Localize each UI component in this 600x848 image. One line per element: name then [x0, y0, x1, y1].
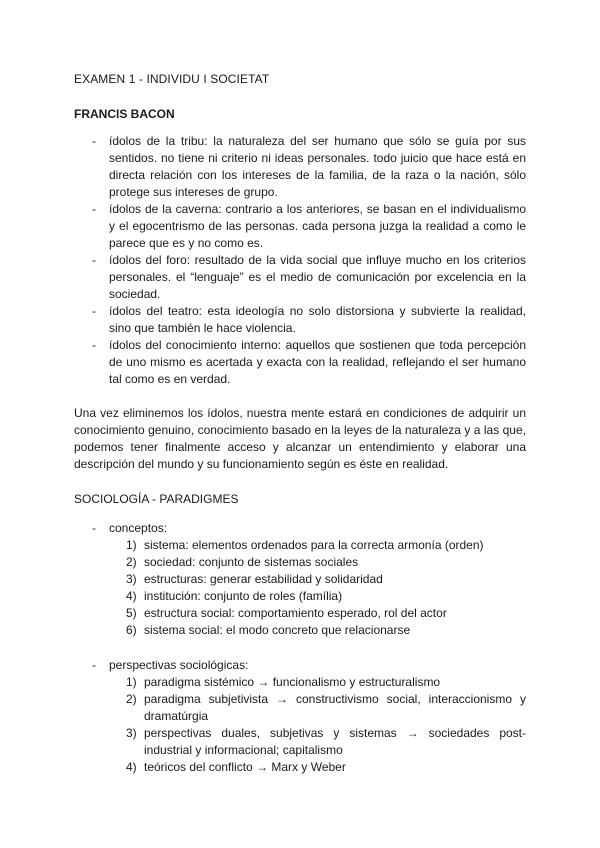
bullet-dash: - — [92, 202, 96, 216]
conceptos-list — [109, 537, 526, 639]
list-item-text: sistema: elementos ordenados para la correcta armonía (orden) — [144, 538, 484, 552]
list-item — [109, 588, 526, 605]
item-number: 1) — [126, 675, 137, 689]
list-item-text: estructura social: comportamiento esperado, rol del actor — [144, 606, 447, 620]
bullet-dash: - — [92, 134, 96, 148]
list-item — [109, 759, 526, 776]
list-item — [74, 133, 526, 201]
list-item-text: ídolos de la tribu: la naturaleza del ser humano que sólo se guía por sus sentidos. no tiene ni criterio ni ideas personales. todo juicio que hace está en directa relación con los intereses de la familia, de la raza o la nación, sólo protege sus intereses de grupo. — [109, 134, 526, 199]
bullet-dash: - — [92, 658, 96, 672]
item-number: 2) — [126, 555, 137, 569]
item-number: 1) — [126, 538, 137, 552]
list-item-text: sociedad: conjunto de sistemas sociales — [144, 555, 359, 569]
list-item-text: paradigma subjetivista → constructivismo social, interaccionismo y dramatúrgia — [144, 692, 526, 723]
bullet-dash: - — [92, 253, 96, 267]
group-perspectivas — [74, 657, 526, 776]
list-item — [109, 605, 526, 622]
bullet-dash: - — [92, 338, 96, 352]
item-number: 5) — [126, 606, 137, 620]
list-item-text: paradigma sistémico → funcionalismo y estructuralismo — [144, 675, 441, 689]
section-heading-sociologia: SOCIOLOGÍA - PARADIGMES — [74, 492, 239, 506]
group-label: conceptos: — [109, 521, 168, 535]
item-number: 3) — [126, 726, 137, 740]
item-number: 4) — [126, 760, 137, 774]
sociologia-list — [74, 520, 526, 776]
list-item-text: sistema social: el modo concreto que relacionarse — [144, 623, 411, 637]
list-item — [74, 337, 526, 388]
list-item — [109, 571, 526, 588]
list-item — [109, 537, 526, 554]
bullet-dash: - — [92, 521, 96, 535]
list-item-text: institución: conjunto de roles (família) — [144, 589, 343, 603]
item-number: 4) — [126, 589, 137, 603]
bullet-dash: - — [92, 304, 96, 318]
item-number: 3) — [126, 572, 137, 586]
idolos-list — [74, 133, 526, 388]
list-item — [109, 725, 526, 759]
list-item — [109, 691, 526, 725]
list-item-text: ídolos de la caverna: contrario a los anteriores, se basan en el individualismo y el egocentrismo de las personas. cada persona juzga la realidad a como le parece que es y no como es. — [109, 202, 526, 250]
list-item-text: ídolos del teatro: esta ideología no solo distorsiona y subvierte la realidad, sino que también le hace violencia. — [109, 304, 526, 335]
list-item — [109, 674, 526, 691]
list-item — [109, 554, 526, 571]
list-item-text: ídolos del conocimiento interno: aquellos que sostienen que toda percepción de uno mismo es acertada y exacta con la realidad, reflejando el ser humano tal como es en verdad. — [109, 338, 526, 386]
document-title: EXAMEN 1 - INDIVIDU I SOCIETAT — [74, 72, 270, 86]
list-item-text: perspectivas duales, subjetivas y sistemas → sociedades post-industrial y informacional; capitalismo — [144, 726, 526, 757]
list-item-text: estructuras: generar estabilidad y solidaridad — [144, 572, 383, 586]
list-item — [109, 622, 526, 639]
list-item — [74, 303, 526, 337]
perspectivas-list — [109, 674, 526, 776]
group-label: perspectivas sociológicas: — [109, 658, 249, 672]
list-item-text: teóricos del conflicto → Marx y Weber — [144, 760, 346, 774]
item-number: 2) — [126, 692, 137, 706]
list-item — [74, 252, 526, 303]
summary-paragraph: Una vez eliminemos los ídolos, nuestra mente estará en condiciones de adquirir un conocimiento genuino, conocimiento basado en la leyes de la naturaleza y a las que, podemos tener finalmente acceso y alcanzar un entendimiento y elaborar una descripción del mundo y su funcionamiento según es éste en realidad. — [74, 406, 526, 471]
item-number: 6) — [126, 623, 137, 637]
section-heading-francis-bacon: FRANCIS BACON — [74, 107, 175, 121]
group-conceptos — [74, 520, 526, 639]
list-item — [74, 201, 526, 252]
list-item-text: ídolos del foro: resultado de la vida social que influye mucho en los criterios personales. el “lenguaje” es el medio de comunicación por excelencia en la sociedad. — [109, 253, 526, 301]
